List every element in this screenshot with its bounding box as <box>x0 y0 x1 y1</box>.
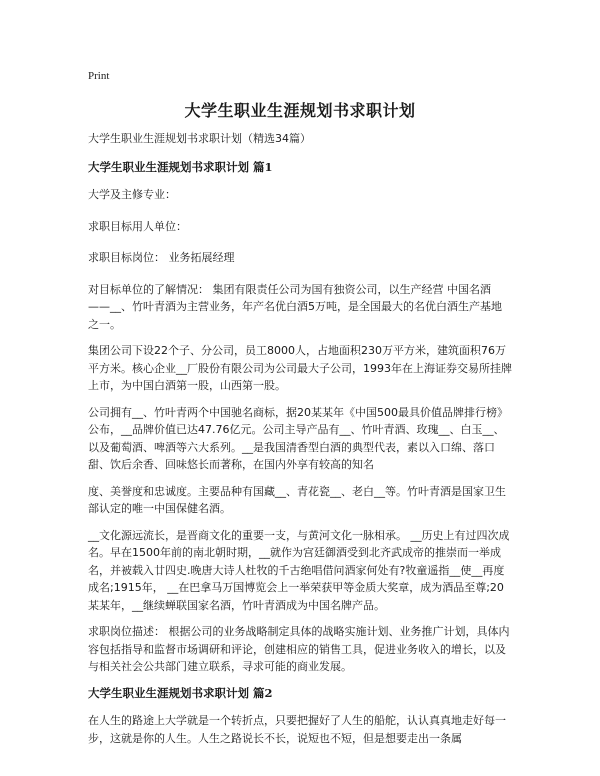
print-label: Print <box>88 70 110 82</box>
paragraph-culture: __文化源远流长，是晋商文化的重要一支，与黄河文化一脉相承。 __历史上有过四次成名。早在1500年前的南北朝时期，__就作为宫廷御酒受到北齐武成帝的推崇而一举成名，并被载入廿四史.晚唐大诗人杜牧的千古绝唱借问酒家何处有?牧童遥指__使__再度成名;1915年， __在巴拿马万国博览会上一举荣获甲等金质大奖章，成为酒品至尊;20某某年，__继续蝉联国家名酒，竹叶青酒成为中国名牌产品。 <box>88 528 510 612</box>
paragraph-company: 集团公司下设22个子、分公司，员工8000人，占地面积230万平方米，建筑面积76万平方米。核心企业__厂股份有限公司为公司最大子公司，1993年在上海证券交易所挂牌上市，为中国白酒第一股，山西第一股。 <box>88 344 512 392</box>
employer-field: 求职目标用人单位： <box>88 219 187 233</box>
position-field: 求职目标岗位： 业务拓展经理 <box>88 251 235 264</box>
paragraph-reputation: 度、美誉度和忠诚度。主要品种有国藏__、青花瓷__、老白__等。竹叶青酒是国家卫生部认定的唯一中国保健名酒。 <box>88 484 506 515</box>
document-body <box>88 130 512 756</box>
page-title: 大学生职业生涯规划书求职计划 <box>184 101 416 120</box>
paragraph-brands: 公司拥有__、竹叶青两个中国驰名商标，据20某某年《中国500最具价值品牌排行榜》公布，__品牌价值已达47.76亿元。公司主导产品有__、竹叶青酒、玫瑰__、白玉__、以及葡萄酒、啤酒等六大系列。__是我国清香型白酒的典型代表，素以入口绵、落口甜、饮后余香、回味悠长而著称，在国内外享有较高的知名 <box>88 405 508 471</box>
paragraph-understanding: 对目标单位的了解情况： 集团有限责任公司为国有独资公司，以生产经营 中国名酒——__、竹叶青酒为主营业务，年产名优白酒5万吨，是全国最大的名优白酒生产基地之一。 <box>88 282 502 331</box>
major-field: 大学及主修专业： <box>88 188 176 201</box>
paragraph-job-description: 求职岗位描述： 根据公司的业务战略制定具体的战略实施计划、业务推广计划，具体内容包括指导和监督市场调研和评论，创建相应的销售工具，促进业务收入的增长，以及与相关社会公共部门建立联系，寻求可能的商业发展。 <box>88 625 510 673</box>
subtitle: 大学生职业生涯规划书求职计划（精选34篇） <box>88 132 311 145</box>
section-heading-2: 大学生职业生涯规划书求职计划 篇2 <box>88 685 273 700</box>
paragraph-intro-2: 在人生的路途上大学就是一个转折点，只要把握好了人生的船舵，认认真真地走好每一步，这就是你的人生。人生之路说长不长，说短也不短，但是想要走出一条属 <box>88 714 506 745</box>
section-heading-1: 大学生职业生涯规划书求职计划 篇1 <box>88 159 273 174</box>
